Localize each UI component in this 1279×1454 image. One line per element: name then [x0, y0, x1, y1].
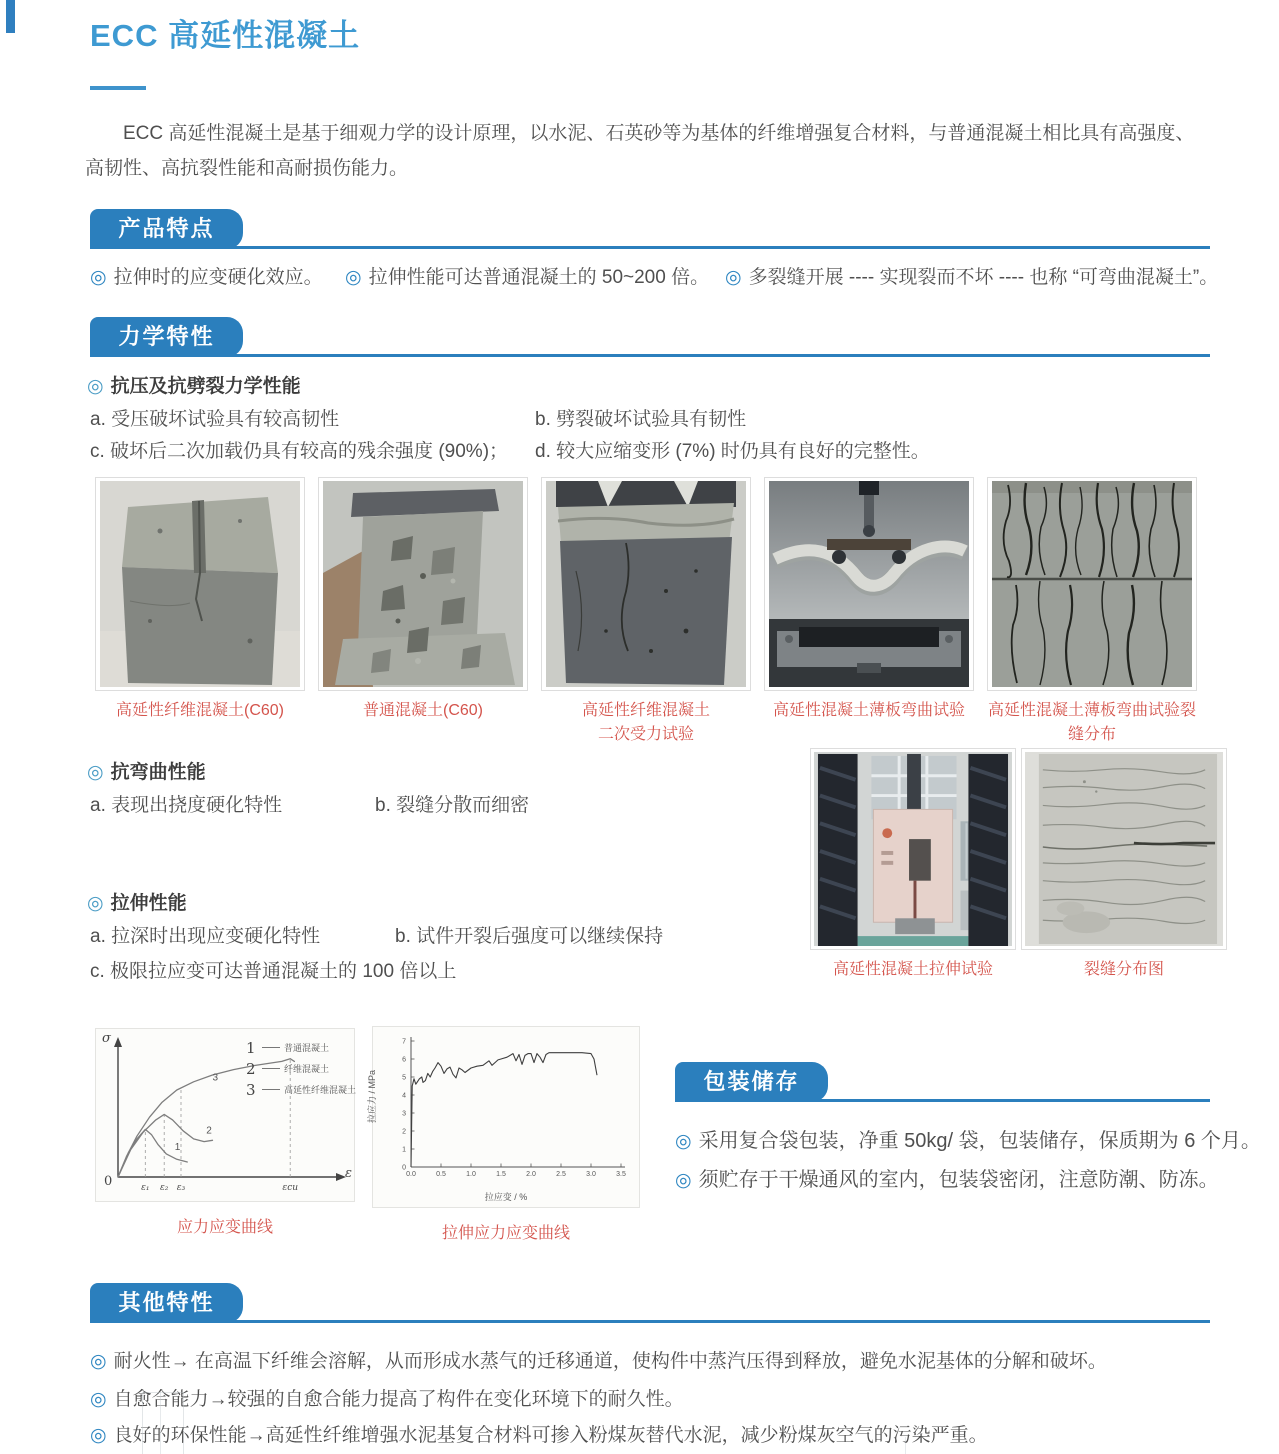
section-badge-mechanical: 力学特性	[90, 317, 243, 357]
photo-cell	[541, 477, 751, 747]
compress-item-a: a. 受压破坏试验具有较高韧性	[90, 409, 340, 430]
svg-text:2.0: 2.0	[526, 1171, 536, 1178]
photo-ecc-secondary-load-image	[545, 481, 747, 687]
photo-caption	[541, 699, 751, 747]
photo-normal-c60	[318, 477, 528, 691]
photo-cell	[810, 748, 1016, 982]
svg-text:3.0: 3.0	[586, 1171, 596, 1178]
photo-cell	[318, 477, 528, 723]
photo-crack-distribution	[1021, 748, 1227, 950]
subheading-text: 抗压及抗劈裂力学性能	[110, 376, 301, 397]
subheading-text: 抗弯曲性能	[110, 762, 206, 783]
svg-text:0: 0	[402, 1164, 406, 1172]
photo-tensile-test-machine	[810, 748, 1016, 950]
svg-text:7: 7	[402, 1038, 406, 1046]
legend-row	[246, 1037, 356, 1058]
photo-ecc-secondary-load	[541, 477, 751, 691]
section-line-packaging	[675, 1099, 1210, 1102]
feature-bullet-text: 多裂缝开展 ---- 实现裂而不坏 ---- 也称 “可弯曲混凝土”。	[748, 267, 1219, 288]
section-badge-other: 其他特性	[90, 1283, 243, 1323]
chart-caption: 拉伸应力应变曲线	[441, 1225, 570, 1242]
x-axis-label: ε	[345, 1166, 352, 1181]
photo-crack-distribution-image	[1025, 752, 1223, 946]
svg-text:3: 3	[212, 1072, 219, 1084]
legend-label: 纤维混凝土	[284, 1064, 330, 1074]
photo-caption-line2: 二次受力试验	[597, 726, 694, 743]
photo-cell	[95, 477, 305, 723]
chart-tensile-box	[367, 1026, 640, 1208]
subheading-text: 拉伸性能	[110, 893, 187, 914]
photo-ecc-c60	[95, 477, 305, 691]
subheading-compression	[87, 371, 301, 398]
intro-paragraph: ECC 高延性混凝土是基于细观力学的设计原理，以水泥、石英砂等为基体的纤维增强复合材料，与普通混凝土相比具有高强度、高韧性、高抗裂性能和高耐损伤能力。	[85, 123, 1195, 180]
svg-text:3.5: 3.5	[616, 1171, 626, 1178]
tension-item-a: a. 拉深时出现应变硬化特性	[90, 926, 321, 947]
legend-label: 高延性纤维混凝土	[284, 1085, 357, 1095]
ring-bullet-icon: ◎	[87, 893, 104, 914]
x-axis-label: 拉应变 / %	[484, 1192, 528, 1202]
svg-text:1.5: 1.5	[496, 1171, 506, 1178]
feature-bullet-text: 拉伸性能可达普通混凝土的 50~200 倍。	[368, 267, 710, 288]
legend-key: 1	[246, 1038, 256, 1057]
section-line-features	[90, 246, 1210, 249]
other-bullet-text: 自愈合能力→较强的自愈合能力提高了构件在变化环境下的耐久性。	[113, 1389, 684, 1410]
legend-key: 3	[246, 1080, 256, 1099]
svg-text:6: 6	[402, 1056, 406, 1064]
legend-row	[246, 1058, 356, 1079]
legend-dash	[262, 1047, 280, 1048]
chart-stress-strain-box	[95, 1028, 355, 1202]
photo-normal-c60-image	[322, 481, 524, 687]
section-line-other	[90, 1320, 1210, 1323]
ghost-watermark-line	[905, 1437, 906, 1454]
photo-caption: 高延性混凝土薄板弯曲试验裂缝分布	[987, 702, 1196, 743]
photo-thin-plate-bending	[764, 477, 974, 691]
photo-caption-line1: 高延性纤维混凝土	[581, 702, 710, 719]
svg-text:2.5: 2.5	[556, 1171, 566, 1178]
section-badge-features: 产品特点	[90, 209, 243, 249]
y-axis-label: 拉应力 / MPa	[367, 1069, 377, 1123]
subheading-bending	[87, 757, 206, 784]
svg-text:1.0: 1.0	[466, 1171, 476, 1178]
title-underline	[90, 86, 146, 90]
packaging-bullet	[675, 1124, 1261, 1153]
tension-item-b: b. 试件开裂后强度可以继续保持	[395, 926, 664, 947]
bending-item-b: b. 裂缝分散而细密	[375, 795, 530, 816]
compress-item-d: d. 较大应缩变形 (7%) 时仍具有良好的完整性。	[535, 441, 930, 462]
chart-caption: 应力应变曲线	[176, 1219, 273, 1236]
ghost-watermark-line	[160, 1392, 161, 1454]
ring-bullet-icon: ◎	[90, 1389, 107, 1410]
photo-bending-cracks-image	[991, 481, 1193, 687]
packaging-bullet-text: 采用复合袋包装，净重 50kg/ 袋，包装储存，保质期为 6 个月。	[698, 1130, 1261, 1152]
photo-caption: 裂缝分布图	[1083, 961, 1164, 978]
tensile-curve-plot	[373, 1027, 639, 1185]
svg-text:2: 2	[402, 1128, 406, 1136]
feature-bullet	[345, 262, 709, 289]
ring-bullet-icon: ◎	[675, 1170, 692, 1191]
chart-stress-strain	[95, 1028, 355, 1237]
ring-bullet-icon: ◎	[87, 376, 104, 397]
photo-caption: 普通混凝土(C60)	[362, 702, 483, 719]
corner-accent-mark	[6, 0, 15, 33]
legend-row	[246, 1079, 356, 1100]
packaging-bullet-text: 须贮存于干燥通风的室内，包装袋密闭，注意防潮、防冻。	[698, 1169, 1219, 1191]
photo-cell	[1021, 748, 1227, 982]
photo-caption: 高延性混凝土拉伸试验	[832, 961, 993, 978]
legend-label: 普通混凝土	[284, 1043, 330, 1053]
legend-dash	[262, 1089, 280, 1090]
chart-legend	[246, 1037, 356, 1100]
svg-text:5: 5	[402, 1074, 406, 1082]
other-bullet-text: 良好的环保性能→高延性纤维增强水泥基复合材料可掺入粉煤灰替代水泥，减少粉煤灰空气的污染严重。	[113, 1425, 988, 1446]
packaging-bullet	[675, 1163, 1219, 1192]
ring-bullet-icon: ◎	[87, 762, 104, 783]
section-line-mechanical	[90, 354, 1210, 357]
ring-bullet-icon: ◎	[345, 267, 362, 288]
page-title: ECC 高延性混凝土	[90, 18, 361, 53]
photo-ecc-c60-image	[99, 481, 301, 687]
svg-text:ε₂: ε₂	[159, 1183, 169, 1193]
ring-bullet-icon: ◎	[675, 1131, 692, 1152]
feature-bullet	[90, 262, 323, 289]
svg-text:ε₁: ε₁	[141, 1183, 150, 1193]
other-bullet	[90, 1420, 988, 1447]
section-badge-packaging: 包装储存	[675, 1062, 828, 1102]
svg-text:0.0: 0.0	[406, 1171, 416, 1178]
legend-dash	[262, 1068, 280, 1069]
ring-bullet-icon: ◎	[90, 1351, 107, 1372]
legend-key: 2	[246, 1059, 256, 1078]
photo-tensile-test-machine-image	[814, 752, 1012, 946]
chart-tensile-stress-strain	[367, 1026, 640, 1243]
bending-item-a: a. 表现出挠度硬化特性	[90, 795, 283, 816]
origin-label: 0	[104, 1174, 113, 1189]
subheading-tension	[87, 888, 187, 915]
feature-bullet	[725, 262, 1218, 289]
y-axis-label: σ	[102, 1031, 111, 1046]
ghost-watermark	[142, 1392, 184, 1454]
photo-caption: 高延性纤维混凝土(C60)	[115, 702, 284, 719]
photo-cell	[764, 477, 974, 723]
compress-item-b: b. 劈裂破坏试验具有韧性	[535, 409, 747, 430]
svg-text:1: 1	[402, 1146, 406, 1154]
svg-text:εcu: εcu	[282, 1183, 299, 1193]
tension-item-c: c. 极限拉应变可达普通混凝土的 100 倍以上	[90, 961, 457, 982]
svg-text:4: 4	[402, 1092, 406, 1100]
ring-bullet-icon: ◎	[90, 1425, 107, 1446]
photo-caption: 高延性混凝土薄板弯曲试验	[772, 702, 965, 719]
other-bullet-text: 耐火性→ 在高温下纤维会溶解，从而形成水蒸气的迁移通道，使构件中蒸汽压得到释放，避免水泥基体的分解和破坏。	[113, 1351, 1107, 1372]
photo-thin-plate-bending-image	[768, 481, 970, 687]
svg-text:1: 1	[174, 1141, 181, 1153]
feature-bullet-text: 拉伸时的应变硬化效应。	[113, 267, 323, 288]
svg-text:2: 2	[206, 1125, 212, 1137]
other-bullet	[90, 1346, 1107, 1373]
svg-text:3: 3	[402, 1110, 406, 1118]
compress-item-c: c. 破坏后二次加载仍具有较高的残余强度 (90%)；	[90, 441, 509, 462]
photo-bending-cracks	[987, 477, 1197, 691]
ring-bullet-icon: ◎	[90, 267, 107, 288]
ring-bullet-icon: ◎	[725, 267, 742, 288]
svg-text:0.5: 0.5	[436, 1171, 446, 1178]
svg-text:ε₃: ε₃	[176, 1183, 186, 1193]
photo-cell	[987, 477, 1197, 747]
